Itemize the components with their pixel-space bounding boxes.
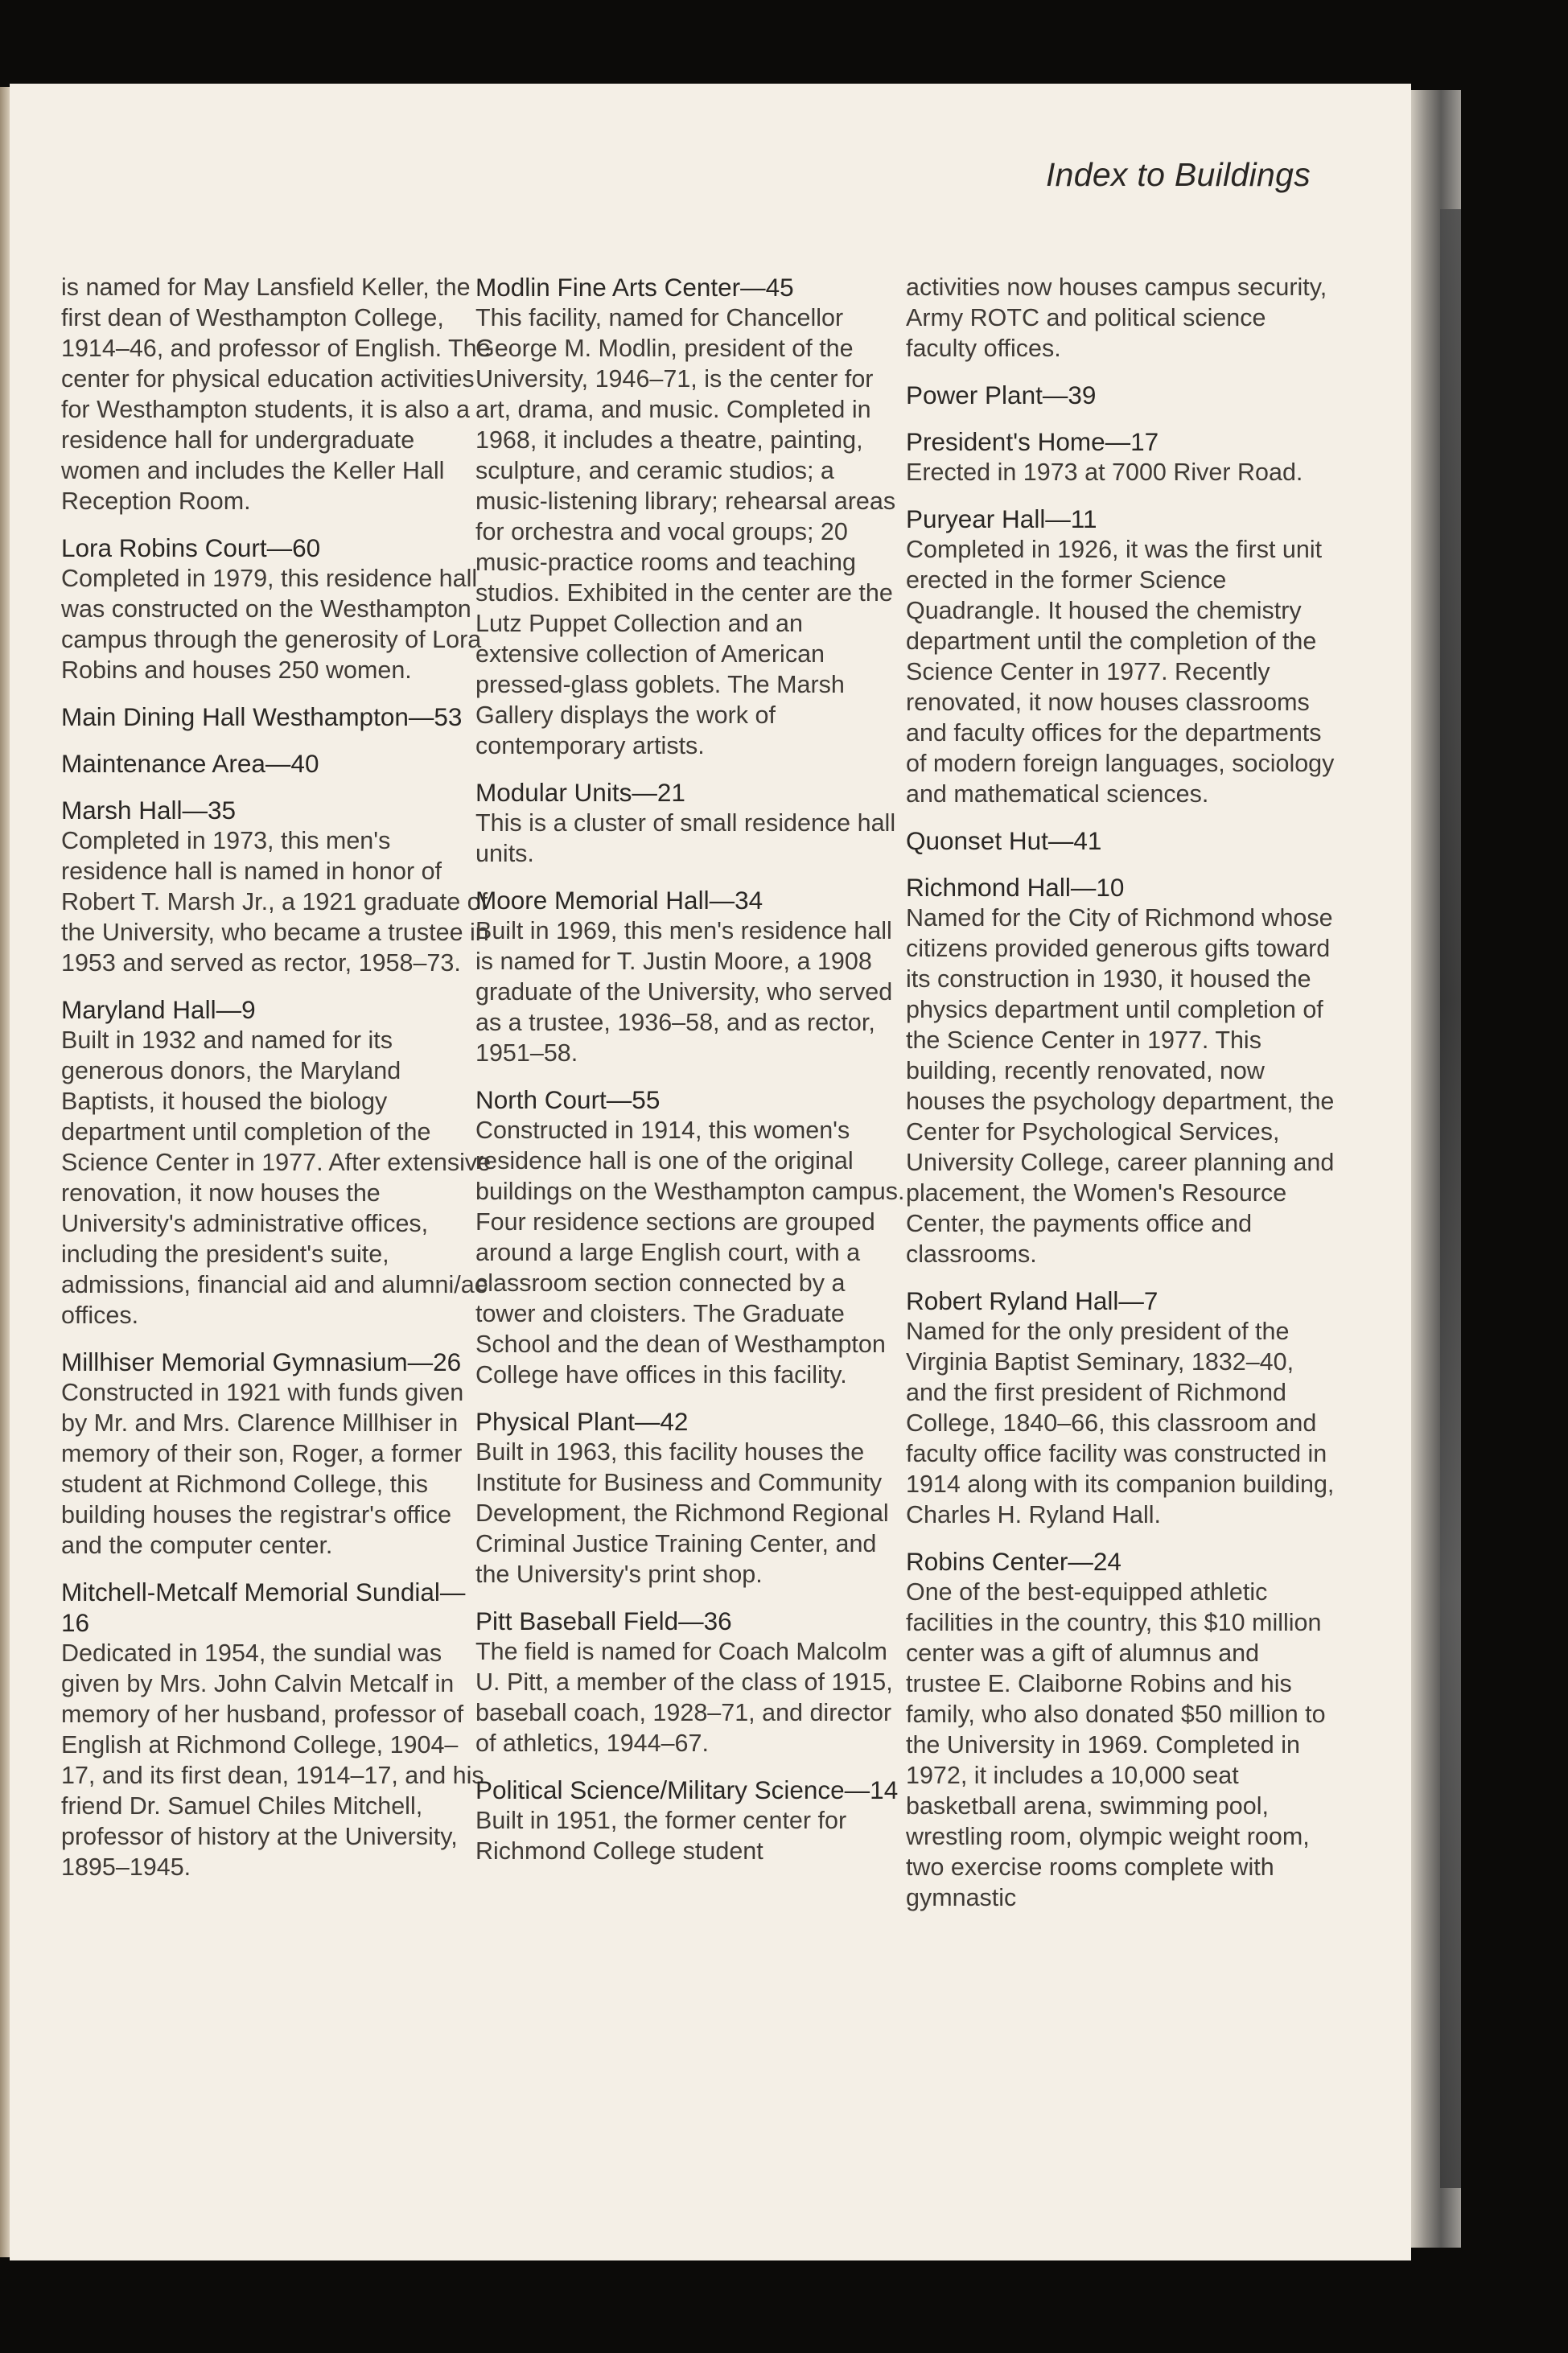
entry-description: Constructed in 1914, this women's residence hall is one of the original buildings on the Westhampton campus. Four residence sections are grouped around a large English court, with a classroom section connected by a tower and cloisters. The Graduate School and the dean of Westhampton College have offices in this facility. [475, 1117, 905, 1388]
index-entry [475, 272, 906, 761]
entry-title: Lora Robins Court—60 [61, 533, 321, 562]
index-entry [906, 1286, 1336, 1530]
entry-description: The field is named for Coach Malcolm U. Pitt, a member of the class of 1915, baseball coach, 1928–71, and director of athletics, 1944–67. [475, 1638, 893, 1757]
entry-title: Quonset Hut—41 [906, 826, 1102, 855]
index-entry [475, 1084, 906, 1390]
entry-description: This facility, named for Chancellor George M. Modlin, president of the University, 1946–71, is the center for art, drama, and music. Completed in 1968, it includes a theatre, painting, sculpture, and ceramic studios; a music-listening library; rehearsal areas for orchestra and vocal groups; 20 music-practice rooms and teaching studios. Exhibited in the center are the Lutz Puppet Collection and an extensive collection of American pressed-glass goblets. The Marsh Gallery displays the work of contemporary artists. [475, 304, 896, 759]
entry-title: Power Plant—39 [906, 381, 1097, 409]
index-entry [475, 777, 906, 869]
entry-title: Mitchell-Metcalf Memorial Sundial—16 [61, 1578, 466, 1637]
entry-title: Main Dining Hall Westhampton—53 [61, 702, 463, 731]
index-entry [475, 1606, 906, 1759]
entry-title: Moore Memorial Hall—34 [475, 886, 763, 915]
index-entry [61, 1577, 492, 1882]
entry-title: President's Home—17 [906, 427, 1159, 456]
index-entry [906, 825, 1336, 856]
index-entry [906, 426, 1336, 487]
index-entry [906, 504, 1336, 809]
entry-title: Millhiser Memorial Gymnasium—26 [61, 1347, 462, 1376]
entry-title: Physical Plant—42 [475, 1407, 689, 1436]
entry-description: Named for the City of Richmond whose citizens provided generous gifts toward its construction in 1930, it housed the physics department until completion of the Science Center in 1977. This building, recently renovated, now houses the psychology department, the Center for Psychological Services, University College, career planning and placement, the Women's Resource Center, the payments office and classrooms. [906, 904, 1335, 1268]
index-entry [61, 533, 492, 685]
entry-description: Erected in 1973 at 7000 River Road. [906, 459, 1303, 486]
entry-description: Built in 1932 and named for its generous donors, the Maryland Baptists, it housed the biology department until completion of the Science Center in 1977. After extensive renovation, it now houses the University's administrative offices, including the president's suite, admissions, financial aid and alumni/ae offices. [61, 1026, 492, 1329]
entry-title: North Court—55 [475, 1085, 661, 1114]
entry-title: Political Science/Military Science—14 [475, 1775, 899, 1804]
entry-description: Built in 1963, this facility houses the Institute for Business and Community Development, the Richmond Regional Criminal Justice Training Center, and the University's print shop. [475, 1438, 889, 1588]
index-entry [906, 272, 1336, 364]
entry-title: Robert Ryland Hall—7 [906, 1286, 1159, 1315]
entry-description: is named for May Lansfield Keller, the first dean of Westhampton College, 1914–46, and professor of English. The center for physical education activities for Westhampton students, it is also a residence hall for undergraduate women and includes the Keller Hall Reception Room. [61, 274, 491, 515]
entry-title: Modlin Fine Arts Center—45 [475, 273, 794, 302]
index-entry [61, 748, 492, 779]
entry-description: Built in 1951, the former center for Richmond College student [475, 1807, 847, 1865]
entry-title: Puryear Hall—11 [906, 504, 1097, 533]
text-column-1 [61, 272, 492, 1898]
index-entry [61, 1347, 492, 1561]
page-stack-shadow [1440, 209, 1461, 2188]
text-column-2 [475, 272, 906, 1882]
entry-description: activities now houses campus security, Army ROTC and political science faculty offices. [906, 274, 1327, 362]
entry-description: Named for the only president of the Virginia Baptist Seminary, 1832–40, and the first president of Richmond College, 1840–66, this classroom and faculty office facility was constructed in 1914 along with its companion building, Charles H. Ryland Hall. [906, 1318, 1335, 1528]
entry-description: Completed in 1926, it was the first unit erected in the former Science Quadrangle. It housed the chemistry department until the completion of the Science Center in 1977. Recently renovated, it now houses classrooms and faculty offices for the departments of modern foreign languages, sociology and mathematical sciences. [906, 536, 1335, 808]
entry-description: Completed in 1979, this residence hall was constructed on the Westhampton campus through the generosity of Lora Robins and houses 250 women. [61, 565, 482, 684]
index-entry [906, 1546, 1336, 1913]
entry-description: Dedicated in 1954, the sundial was given by Mrs. John Calvin Metcalf in memory of her husband, professor of English at Richmond College, 1904–17, and its first dean, 1914–17, and his friend Dr. Samuel Chiles Mitchell, professor of history at the University, 1895–1945. [61, 1639, 484, 1881]
entry-title: Maintenance Area—40 [61, 749, 319, 778]
index-entry [61, 701, 492, 732]
entry-title: Marsh Hall—35 [61, 796, 237, 825]
running-header: Index to Buildings [1045, 156, 1311, 193]
index-entry [61, 994, 492, 1331]
entry-title: Modular Units—21 [475, 778, 685, 807]
book-spine [0, 87, 10, 2257]
index-entry [475, 1406, 906, 1590]
entry-title: Pitt Baseball Field—36 [475, 1606, 732, 1635]
entry-title: Maryland Hall—9 [61, 995, 256, 1024]
index-entry [906, 872, 1336, 1269]
index-entry [475, 885, 906, 1068]
index-entry [61, 795, 492, 978]
entry-description: This is a cluster of small residence hall units. [475, 809, 896, 867]
entry-title: Robins Center—24 [906, 1547, 1121, 1576]
entry-description: Completed in 1973, this men's residence hall is named in honor of Robert T. Marsh Jr., a 1921 graduate of the University, who became a trustee in 1953 and served as rector, 1958–73. [61, 827, 489, 977]
index-entry [906, 380, 1336, 410]
entry-title: Richmond Hall—10 [906, 873, 1125, 902]
index-entry [475, 1775, 906, 1866]
entry-description: Built in 1969, this men's residence hall is named for T. Justin Moore, a 1908 graduate of the University, who served as a trustee, 1936–58, and as rector, 1951–58. [475, 917, 893, 1067]
text-column-3 [906, 272, 1336, 1929]
entry-description: Constructed in 1921 with funds given by Mr. and Mrs. Clarence Millhiser in memory of their son, Roger, a former student at Richmond College, this building houses the registrar's office and the computer center. [61, 1379, 464, 1559]
index-entry [61, 272, 492, 516]
entry-description: One of the best-equipped athletic facilities in the country, this $10 million center was a gift of alumnus and trustee E. Claiborne Robins and his family, who also donated $50 million to the University in 1969. Completed in 1972, it includes a 10,000 seat basketball arena, swimming pool, wrestling room, olympic weight room, two exercise rooms complete with gymnastic [906, 1578, 1326, 1911]
